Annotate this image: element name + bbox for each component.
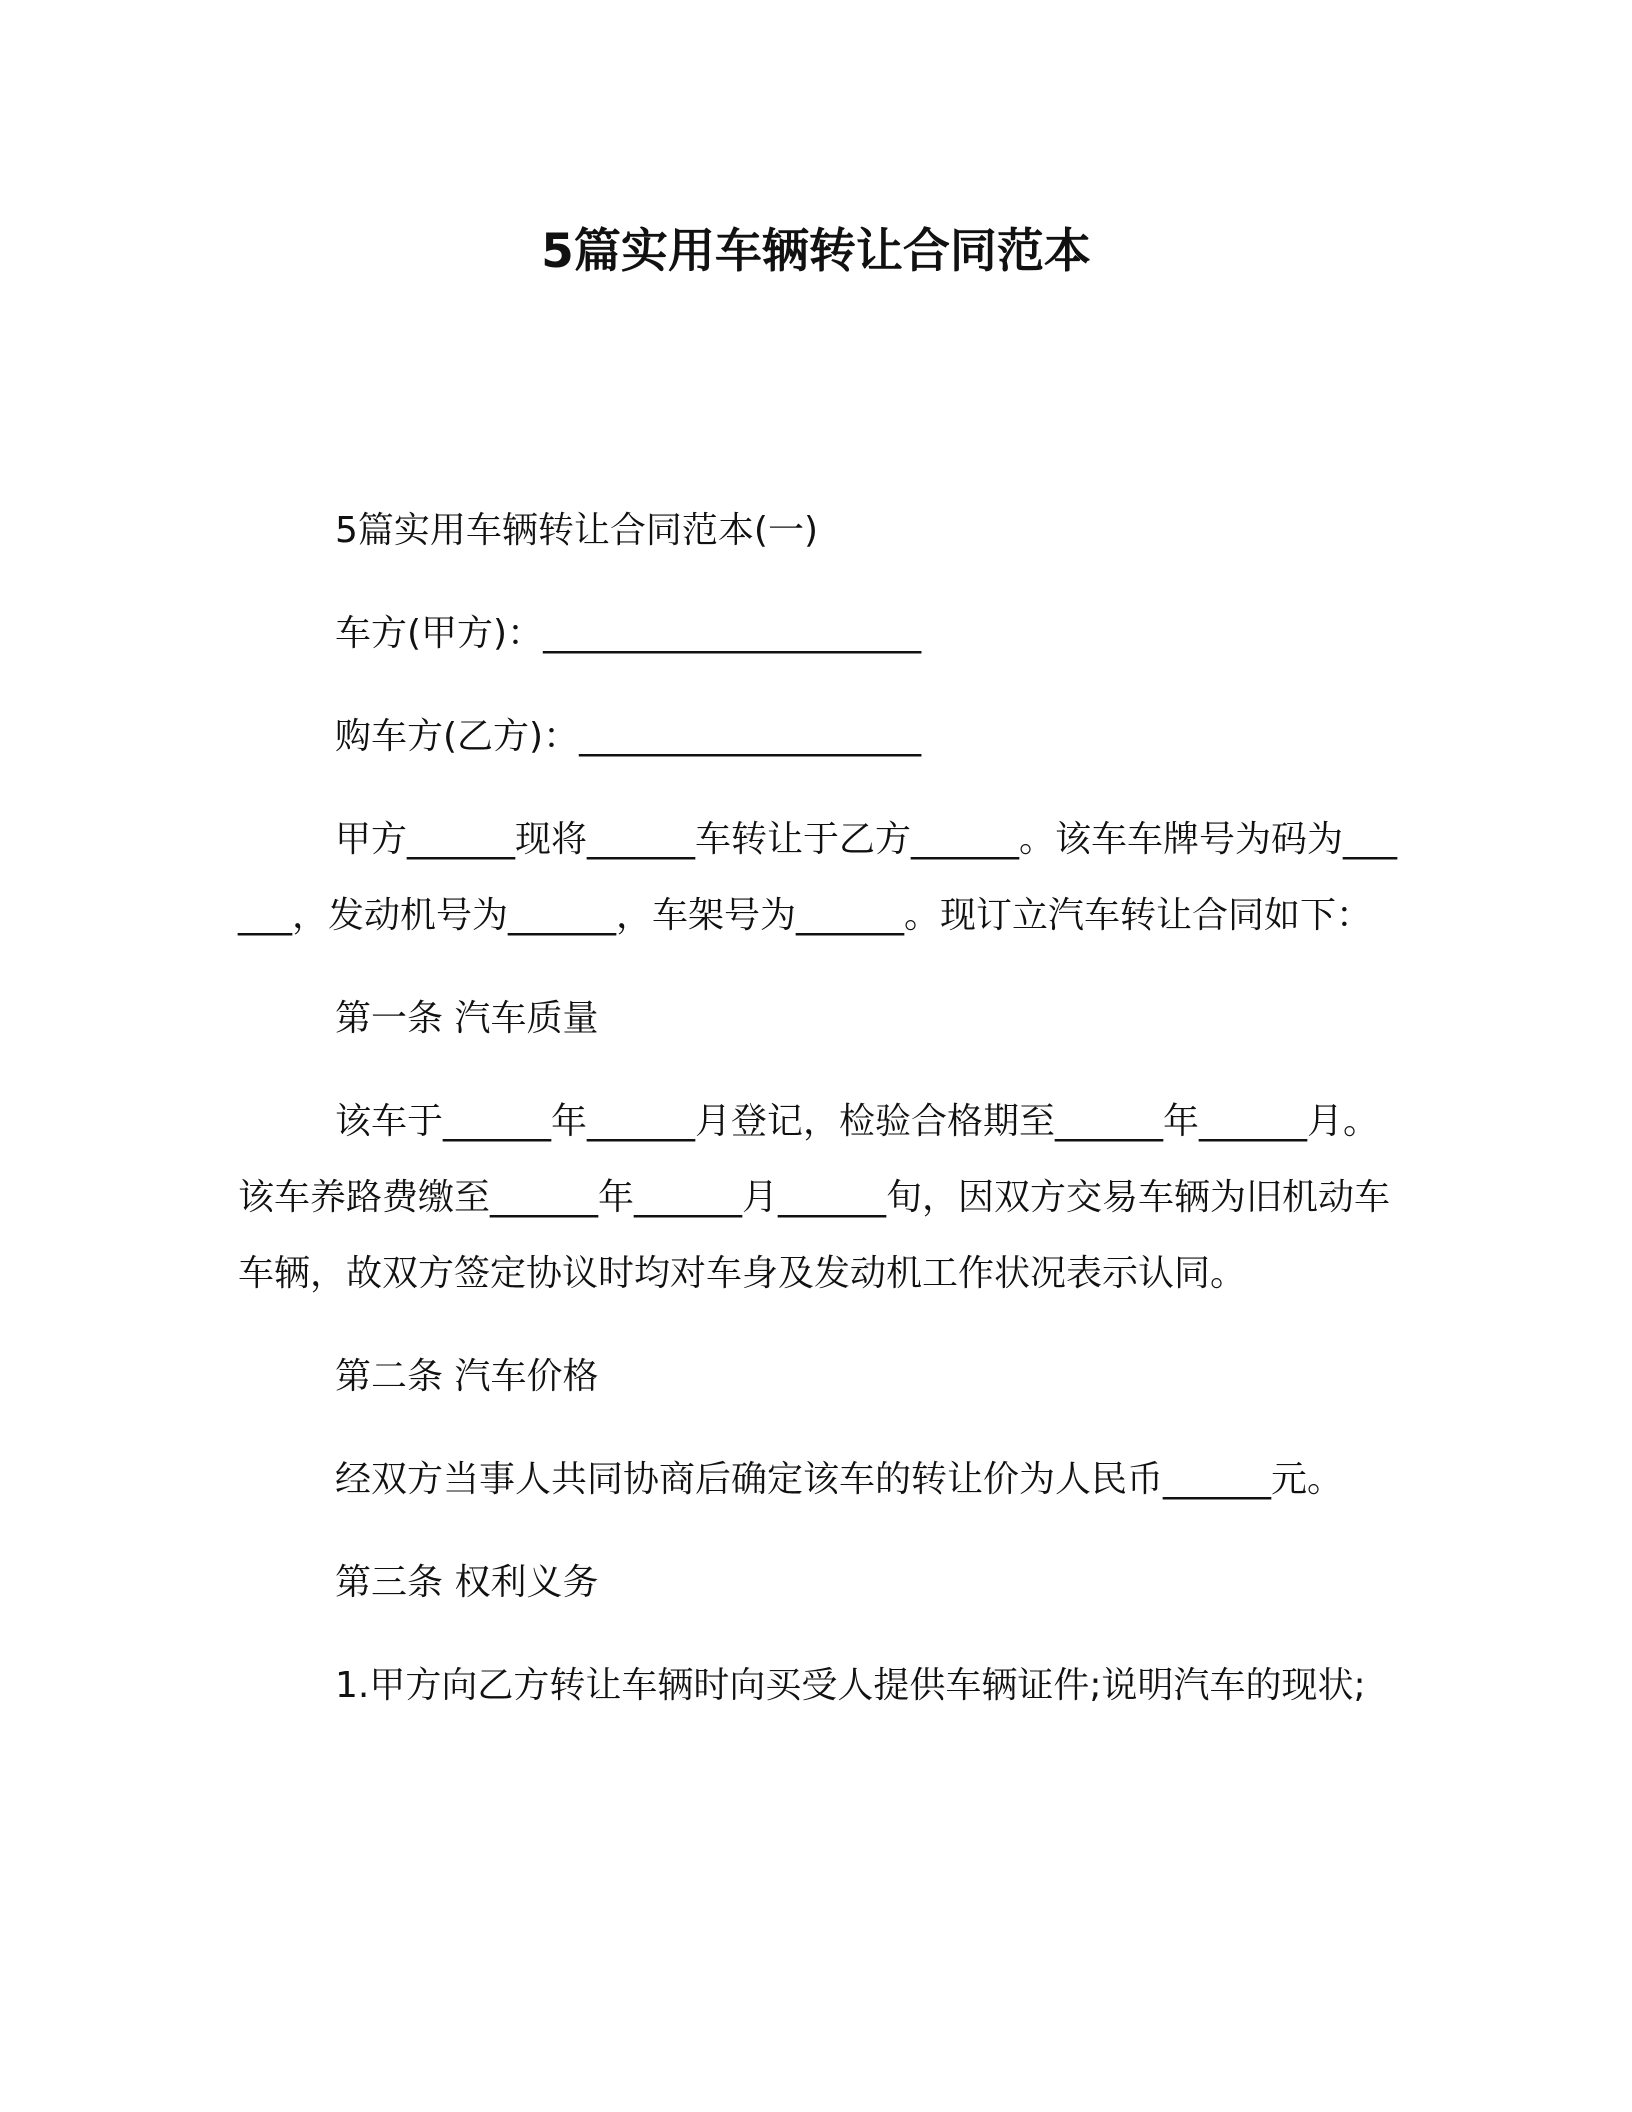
document-body xyxy=(238,493,1398,1724)
buyer-line: 购车方(乙方)：___________________ xyxy=(335,716,922,757)
article-3-heading: 第三条 权利义务 xyxy=(335,1562,599,1603)
article-1-paragraph: 该车于______年______月登记，检验合格期至______年______月。该车养路费缴至______年______月______旬，因双方交易车辆为旧机动车车辆，故双方签定协议时均对车身及发动机工作状况表示认同。 xyxy=(238,1101,1391,1294)
article-2-heading: 第二条 汽车价格 xyxy=(335,1356,599,1397)
article-2-paragraph: 经双方当事人共同协商后确定该车的转让价为人民币______元。 xyxy=(335,1459,1344,1500)
article-1-heading: 第一条 汽车质量 xyxy=(335,998,599,1039)
seller-line: 车方(甲方)：_____________________ xyxy=(335,613,922,654)
article-3-item-1: 1.甲方向乙方转让车辆时向买受人提供车辆证件;说明汽车的现状; xyxy=(335,1665,1366,1706)
intro-paragraph: 甲方______现将______车转让于乙方______。该车车牌号为码为______，发动机号为______，车架号为______。现订立汽车转让合同如下： xyxy=(238,819,1398,936)
document-title: 5篇实用车辆转让合同范本 xyxy=(541,224,1091,279)
section-heading: 5篇实用车辆转让合同范本(一) xyxy=(335,510,818,551)
